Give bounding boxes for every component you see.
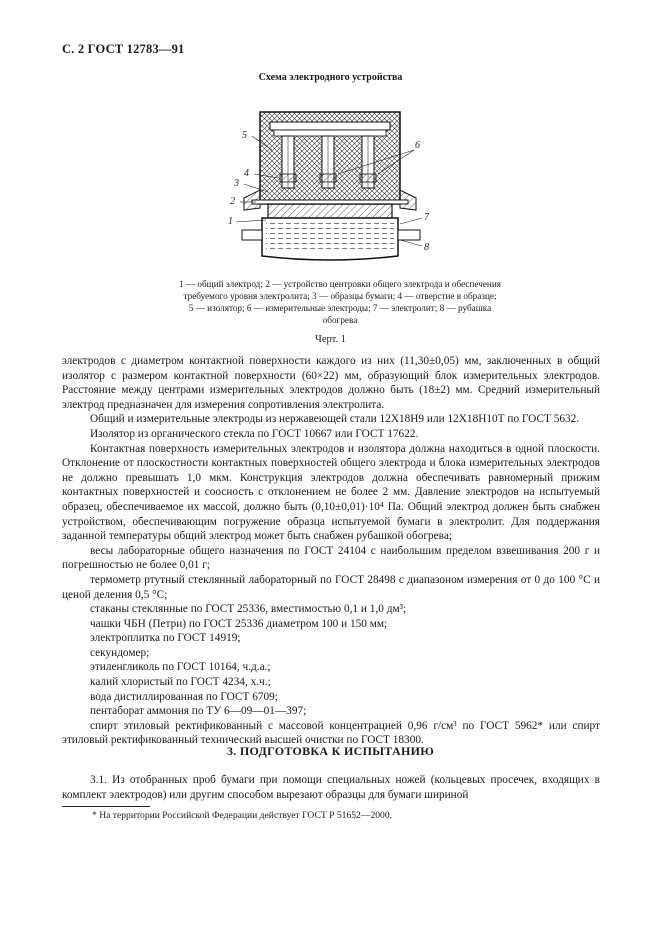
label-4: 4 [244,168,249,179]
list-item: вода дистиллированная по ГОСТ 6709; [90,690,278,703]
list-item: пентаборат аммония по ТУ 6—09—01—397; [90,705,307,718]
footnote: * На территории Российской Федерации действует ГОСТ Р 51652—2000. [92,810,393,821]
list-item: электроплитка по ГОСТ 14919; [90,632,241,645]
label-5: 5 [242,130,247,141]
label-8: 8 [424,242,429,253]
electrode-diagram [222,106,432,266]
list-item: стаканы стеклянные по ГОСТ 25336, вместимостью 0,1 и 1,0 дм³; [90,603,407,616]
caption-line: 5 — изолятор; 6 — измерительные электроды; 7 — электролит; 8 — рубашка [188,303,492,313]
label-1: 1 [228,216,233,227]
section-paragraph: 3.1. Из отобранных проб бумаги при помощи специальных ножей (кольцевых просечек, входящих в комплект электродов) или другим способом вырезают образцы для бумаги шириной [62,774,600,801]
label-6: 6 [415,140,420,151]
list-item: секундомер; [90,646,150,659]
list-item: калий хлористый по ГОСТ 4234, х.ч.; [90,676,271,689]
label-7: 7 [424,212,429,223]
caption-line: обогрева [322,315,358,325]
label-2: 2 [230,196,235,207]
caption-line: 1 — общий электрод; 2 — устройство центровки общего электрода и обеспечения [179,279,501,289]
paragraph: Контактная поверхность измерительных электродов и изолятора должна находиться в одной плоскости. Отклонение от плоскостности контактных поверхностей общего электрода и блока измерительных электродов не должно превышать 1,0 мкм. Конструкция электродов должна обеспечивать равномерный прижим контактных поверхностей и соосность с отклонением не более 2 мм. Давление электродов на испытуемый образец, обеспечиваемое их массой, должно быть (0,10±0,01)·10⁴ Па. Общий электрод должен быть снабжен устройством, обеспечивающим погружение образца испытуемой бумаги в электролит. Для поддержания заданной температуры общий электрод может быть снабжен рубашкой обогрева; [62,442,600,543]
list-item: спирт этиловый ректификованный с массовой концентрацией 0,96 г/см³ по ГОСТ 5962* или спирт этиловый ректификованный технический высшей очистки по ГОСТ 18300. [62,719,600,747]
list-item: чашки ЧБН (Петри) по ГОСТ 25336 диаметром 100 и 150 мм; [90,617,388,630]
list-item: термометр ртутный стеклянный лабораторный по ГОСТ 28498 с диапазоном измерения от 0 до 100 °С и ценой деления 0,5 °С; [62,573,600,601]
figure-number: Черт. 1 [315,334,346,345]
page-header: С. 2 ГОСТ 12783—91 [62,42,185,56]
figure-title: Схема электродного устройства [258,72,403,83]
caption-line: требуемого уровня электролита; 3 — образцы бумаги; 4 — отверстие в образце; [183,291,497,301]
body-text [62,354,600,748]
footnote-divider [62,806,150,807]
label-3: 3 [234,178,239,189]
section-title: 3. ПОДГОТОВКА К ИСПЫТАНИЮ [226,744,435,758]
paragraph: Изолятор из органического стекла по ГОСТ 10667 или ГОСТ 17622. [90,427,419,440]
figure-caption [150,278,530,326]
list-item: весы лабораторные общего назначения по ГОСТ 24104 с наибольшим пределом взвешивания 200 г и погрешностью не более 0,01 г; [62,544,600,572]
list-item: этиленгликоль по ГОСТ 10164, ч.д.а.; [90,661,271,674]
paragraph: электродов с диаметром контактной поверхности каждого из них (11,30±0,05) мм, заключенных в общий изолятор с размером контактной поверхности (60×22) мм, образующий блок измерительных электродов. Расстояние между центрами измерительных электродов должно быть (18±2) мм. Средний измерительный электрод предназначен для измерения сопротивления электролита. [62,355,600,411]
paragraph: Общий и измерительные электроды из нержавеющей стали 12Х18Н9 или 12Х18Н10Т по ГОСТ 5632. [90,413,580,426]
